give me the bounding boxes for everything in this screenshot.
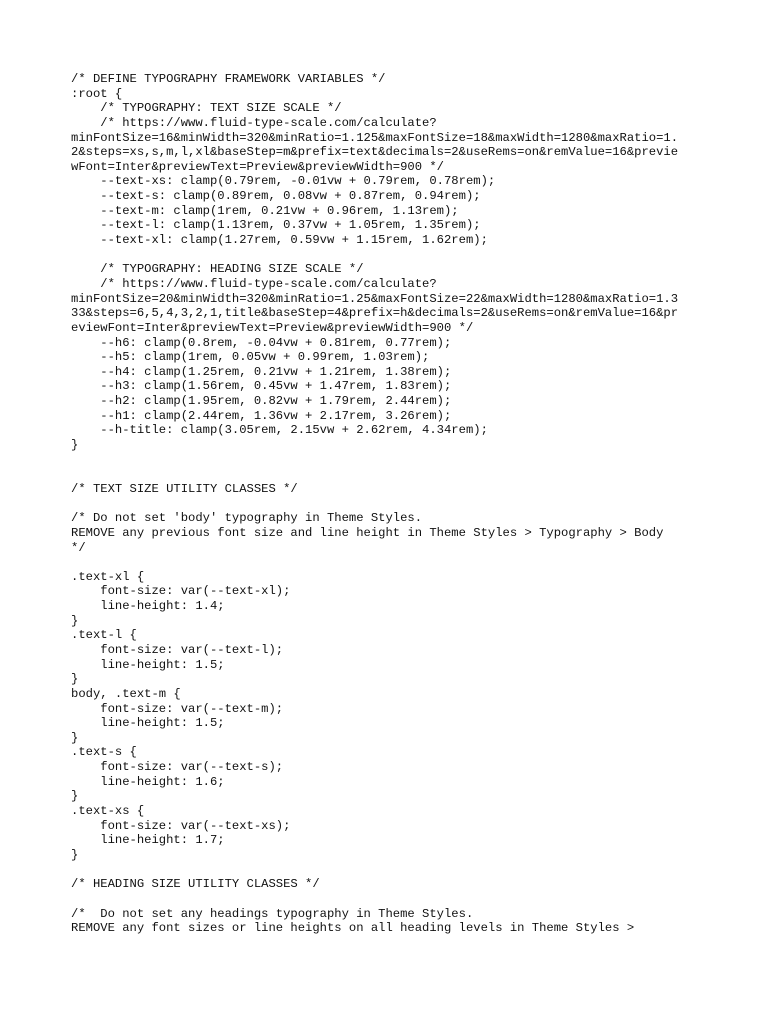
code-line: } <box>71 789 79 804</box>
code-line: /* Do not set 'body' typography in Theme Styles. <box>71 511 423 526</box>
code-line: eviewFont=Inter&previewText=Preview&previewWidth=900 */ <box>71 320 474 335</box>
code-line: /* Do not set any headings typography in Theme Styles. <box>71 906 474 921</box>
code-line: } <box>71 438 79 453</box>
code-line: body, .text-m { <box>71 686 181 701</box>
code-line: --text-l: clamp(1.13rem, 0.37vw + 1.05rem, 1.35rem); <box>71 218 481 233</box>
code-line <box>71 555 731 570</box>
code-line: --h1: clamp(2.44rem, 1.36vw + 2.17rem, 3.26rem); <box>71 408 452 423</box>
code-block <box>71 72 731 936</box>
code-line: .text-xl { <box>71 569 145 584</box>
code-line: --h-title: clamp(3.05rem, 2.15vw + 2.62rem, 4.34rem); <box>71 423 488 438</box>
code-line <box>71 497 731 512</box>
code-line: --text-xs: clamp(0.79rem, -0.01vw + 0.79rem, 0.78rem); <box>71 174 496 189</box>
code-line: REMOVE any font sizes or line heights on all heading levels in Theme Styles > <box>71 921 635 936</box>
code-line: font-size: var(--text-s); <box>71 760 284 775</box>
code-line: --h3: clamp(1.56rem, 0.45vw + 1.47rem, 1.83rem); <box>71 379 452 394</box>
code-line: /* TEXT SIZE UTILITY CLASSES */ <box>71 481 298 496</box>
code-line: line-height: 1.4; <box>71 599 225 614</box>
code-line: line-height: 1.5; <box>71 657 225 672</box>
code-line <box>71 453 731 468</box>
code-line: line-height: 1.7; <box>71 833 225 848</box>
code-line: */ <box>71 540 86 555</box>
code-line: } <box>71 847 79 862</box>
code-line: /* DEFINE TYPOGRAPHY FRAMEWORK VARIABLES */ <box>71 72 386 86</box>
code-line: REMOVE any previous font size and line height in Theme Styles > Typography > Body <box>71 525 664 540</box>
code-line: wFont=Inter&previewText=Preview&previewWidth=900 */ <box>71 159 444 174</box>
code-line: minFontSize=20&minWidth=320&minRatio=1.25&maxFontSize=22&maxWidth=1280&maxRatio=1.3 <box>71 291 679 306</box>
code-line: --h6: clamp(0.8rem, -0.04vw + 0.81rem, 0.77rem); <box>71 335 452 350</box>
code-line: --h4: clamp(1.25rem, 0.21vw + 1.21rem, 1.38rem); <box>71 364 452 379</box>
code-line: .text-l { <box>71 628 137 643</box>
code-line: font-size: var(--text-xs); <box>71 818 291 833</box>
code-line: :root { <box>71 86 123 101</box>
code-line: --text-s: clamp(0.89rem, 0.08vw + 0.87rem, 0.94rem); <box>71 189 481 204</box>
code-line: --text-xl: clamp(1.27rem, 0.59vw + 1.15rem, 1.62rem); <box>71 233 488 248</box>
code-line: minFontSize=16&minWidth=320&minRatio=1.125&maxFontSize=18&maxWidth=1280&maxRatio=1. <box>71 130 679 145</box>
code-line: /* TYPOGRAPHY: HEADING SIZE SCALE */ <box>71 262 364 277</box>
code-line <box>71 863 731 878</box>
code-line: font-size: var(--text-xl); <box>71 584 291 599</box>
code-line: /* HEADING SIZE UTILITY CLASSES */ <box>71 877 320 892</box>
code-line: font-size: var(--text-l); <box>71 642 284 657</box>
code-line: .text-s { <box>71 745 137 760</box>
code-line: } <box>71 613 79 628</box>
code-line: line-height: 1.5; <box>71 716 225 731</box>
code-line: /* https://www.fluid-type-scale.com/calculate? <box>71 276 437 291</box>
code-line: /* https://www.fluid-type-scale.com/calculate? <box>71 115 437 130</box>
code-line: --h2: clamp(1.95rem, 0.82vw + 1.79rem, 2.44rem); <box>71 394 452 409</box>
code-line: line-height: 1.6; <box>71 774 225 789</box>
code-line: --h5: clamp(1rem, 0.05vw + 0.99rem, 1.03rem); <box>71 350 430 365</box>
code-line: 2&steps=xs,s,m,l,xl&baseStep=m&prefix=text&decimals=2&useRems=on&remValue=16&previe <box>71 145 679 160</box>
code-line: --text-m: clamp(1rem, 0.21vw + 0.96rem, 1.13rem); <box>71 203 459 218</box>
code-line: font-size: var(--text-m); <box>71 701 284 716</box>
code-line: } <box>71 672 79 687</box>
code-line: .text-xs { <box>71 804 145 819</box>
code-line: } <box>71 730 79 745</box>
code-line <box>71 467 731 482</box>
code-line: 33&steps=6,5,4,3,2,1,title&baseStep=4&prefix=h&decimals=2&useRems=on&remValue=16&pr <box>71 306 679 321</box>
code-line <box>71 892 731 907</box>
code-line: /* TYPOGRAPHY: TEXT SIZE SCALE */ <box>71 101 342 116</box>
code-line <box>71 248 731 263</box>
